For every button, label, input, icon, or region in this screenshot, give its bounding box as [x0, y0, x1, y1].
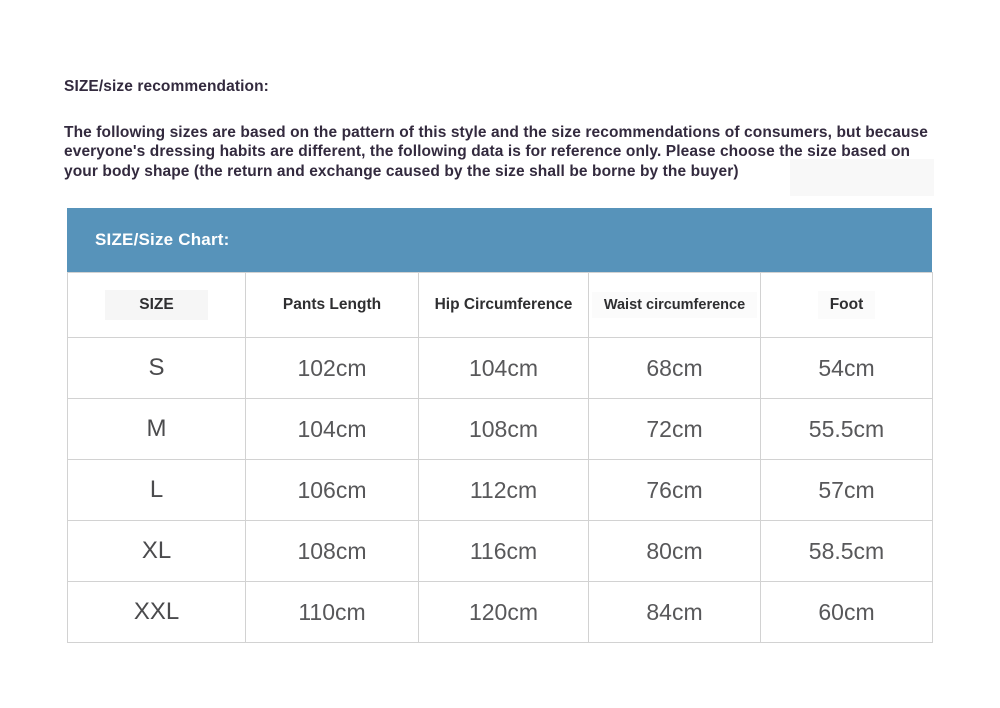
size-table-body	[68, 338, 933, 643]
paragraph-line: everyone's dressing habits are different, the following data is for reference only. Please choose the size based on	[64, 143, 911, 161]
measurement-cell: 106cm	[246, 460, 419, 521]
column-header-size	[68, 273, 246, 338]
table-header-row	[68, 273, 933, 338]
measurement-cell: 104cm	[246, 399, 419, 460]
size-cell: L	[68, 460, 246, 521]
size-recommendation-paragraph	[64, 123, 928, 181]
table-row	[68, 460, 933, 521]
measurement-cell: 104cm	[419, 338, 589, 399]
size-cell: XXL	[68, 582, 246, 643]
measurement-cell: 57cm	[761, 460, 933, 521]
measurement-cell: 80cm	[589, 521, 761, 582]
measurement-cell: 55.5cm	[761, 399, 933, 460]
size-chart-title: SIZE/Size Chart:	[95, 230, 230, 249]
column-header-hip-circumference: Hip Circumference	[419, 273, 589, 338]
size-recommendation-heading: SIZE/size recommendation:	[64, 78, 269, 95]
paragraph-line: your body shape (the return and exchange caused by the size shall be borne by the buyer)	[64, 162, 739, 180]
measurement-cell: 76cm	[589, 460, 761, 521]
paragraph-line: The following sizes are based on the pattern of this style and the size recommendations of consumers, but because	[64, 124, 928, 141]
measurement-cell: 112cm	[419, 460, 589, 521]
measurement-cell: 102cm	[246, 338, 419, 399]
column-header-pants-length: Pants Length	[246, 273, 419, 338]
size-cell: XL	[68, 521, 246, 582]
measurement-cell: 54cm	[761, 338, 933, 399]
table-row	[68, 399, 933, 460]
measurement-cell: 108cm	[419, 399, 589, 460]
measurement-cell: 58.5cm	[761, 521, 933, 582]
table-row	[68, 521, 933, 582]
measurement-cell: 110cm	[246, 582, 419, 643]
size-chart-table	[67, 272, 933, 643]
measurement-cell: 116cm	[419, 521, 589, 582]
measurement-cell: 120cm	[419, 582, 589, 643]
size-chart-title-bar	[67, 208, 932, 272]
measurement-cell: 84cm	[589, 582, 761, 643]
waist-header-label: Waist circumference	[592, 292, 757, 318]
measurement-cell: 108cm	[246, 521, 419, 582]
measurement-cell: 72cm	[589, 399, 761, 460]
column-header-waist-circumference	[589, 273, 761, 338]
column-header-foot	[761, 273, 933, 338]
table-row	[68, 582, 933, 643]
measurement-cell: 60cm	[761, 582, 933, 643]
foot-header-label: Foot	[818, 291, 876, 319]
size-cell: S	[68, 338, 246, 399]
size-header-label: SIZE	[105, 290, 207, 320]
table-row	[68, 338, 933, 399]
size-cell: M	[68, 399, 246, 460]
measurement-cell: 68cm	[589, 338, 761, 399]
